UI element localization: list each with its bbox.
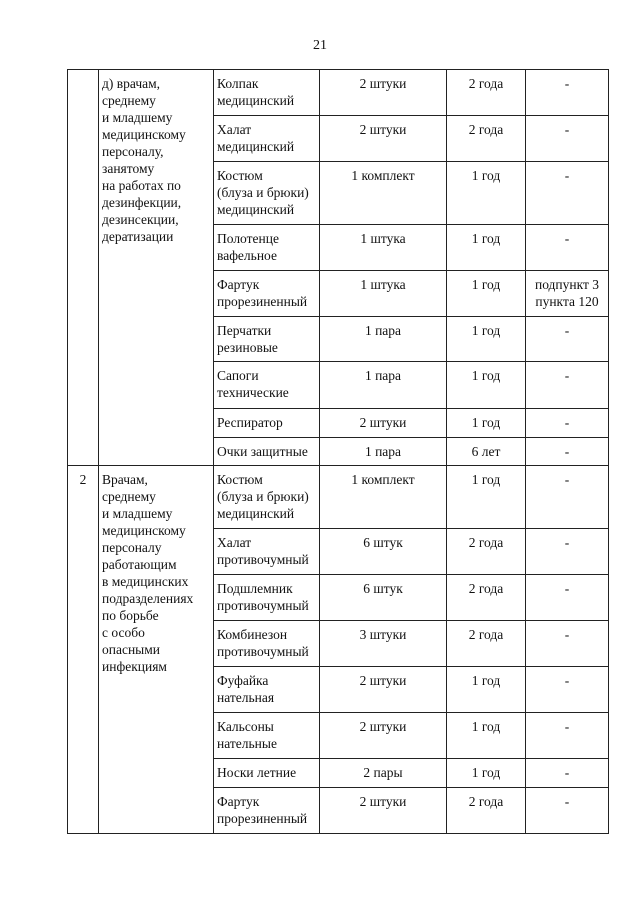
- quantity-cell: 2 штуки: [320, 116, 447, 162]
- note-cell: -: [526, 225, 609, 271]
- wear-term-cell: 1 год: [447, 713, 526, 759]
- note-cell: -: [526, 466, 609, 529]
- wear-term-cell: 1 год: [447, 225, 526, 271]
- note-cell: -: [526, 438, 609, 466]
- quantity-cell: 2 штуки: [320, 788, 447, 834]
- note-cell: -: [526, 759, 609, 788]
- worker-category-cell: Врачам, среднему и младшему медицинскому персоналу работающим в медицинских подразделениях по борьбе с особо опасными инфекциям: [99, 466, 214, 834]
- table-row: [68, 466, 609, 529]
- row-number-cell: [68, 70, 99, 466]
- note-cell: -: [526, 317, 609, 362]
- wear-term-cell: 2 года: [447, 70, 526, 116]
- note-cell: -: [526, 116, 609, 162]
- note-cell: -: [526, 529, 609, 575]
- wear-term-cell: 2 года: [447, 621, 526, 667]
- wear-term-cell: 1 год: [447, 466, 526, 529]
- wear-term-cell: 6 лет: [447, 438, 526, 466]
- quantity-cell: 1 штука: [320, 271, 447, 317]
- item-name-cell: Фуфайка нательная: [214, 667, 320, 713]
- item-name-cell: Респиратор: [214, 409, 320, 438]
- item-name-cell: Костюм (блуза и брюки) медицинский: [214, 466, 320, 529]
- item-name-cell: Подшлемник противочумный: [214, 575, 320, 621]
- note-cell: -: [526, 409, 609, 438]
- item-name-cell: Очки защитные: [214, 438, 320, 466]
- row-number-cell: 2: [68, 466, 99, 834]
- wear-term-cell: 1 год: [447, 759, 526, 788]
- quantity-cell: 1 пара: [320, 362, 447, 409]
- quantity-cell: 6 штук: [320, 529, 447, 575]
- note-cell: -: [526, 575, 609, 621]
- wear-term-cell: 2 года: [447, 788, 526, 834]
- quantity-cell: 6 штук: [320, 575, 447, 621]
- wear-term-cell: 1 год: [447, 317, 526, 362]
- item-name-cell: Кальсоны нательные: [214, 713, 320, 759]
- item-name-cell: Носки летние: [214, 759, 320, 788]
- item-name-cell: Халат противочумный: [214, 529, 320, 575]
- page-number: 21: [313, 38, 327, 53]
- item-name-cell: Костюм (блуза и брюки) медицинский: [214, 162, 320, 225]
- item-name-cell: Фартук прорезиненный: [214, 788, 320, 834]
- quantity-cell: 1 комплект: [320, 466, 447, 529]
- wear-term-cell: 2 года: [447, 116, 526, 162]
- quantity-cell: 1 пара: [320, 317, 447, 362]
- quantity-cell: 2 пары: [320, 759, 447, 788]
- item-name-cell: Колпак медицинский: [214, 70, 320, 116]
- wear-term-cell: 1 год: [447, 271, 526, 317]
- item-name-cell: Халат медицинский: [214, 116, 320, 162]
- quantity-cell: 2 штуки: [320, 409, 447, 438]
- item-name-cell: Сапоги технические: [214, 362, 320, 409]
- wear-term-cell: 2 года: [447, 575, 526, 621]
- wear-term-cell: 1 год: [447, 162, 526, 225]
- note-cell: -: [526, 162, 609, 225]
- quantity-cell: 1 пара: [320, 438, 447, 466]
- quantity-cell: 1 штука: [320, 225, 447, 271]
- note-cell: -: [526, 788, 609, 834]
- note-cell: -: [526, 713, 609, 759]
- note-cell: -: [526, 70, 609, 116]
- item-name-cell: Перчатки резиновые: [214, 317, 320, 362]
- wear-term-cell: 1 год: [447, 362, 526, 409]
- worker-category-cell: д) врачам, среднему и младшему медицинскому персоналу, занятому на работах по дезинфекции, дезинсекции, дератизации: [99, 70, 214, 466]
- quantity-cell: 2 штуки: [320, 713, 447, 759]
- protective-clothing-table: [67, 69, 609, 834]
- note-cell: -: [526, 621, 609, 667]
- quantity-cell: 2 штуки: [320, 70, 447, 116]
- quantity-cell: 3 штуки: [320, 621, 447, 667]
- wear-term-cell: 2 года: [447, 529, 526, 575]
- item-name-cell: Полотенце вафельное: [214, 225, 320, 271]
- wear-term-cell: 1 год: [447, 409, 526, 438]
- item-name-cell: Фартук прорезиненный: [214, 271, 320, 317]
- note-cell: -: [526, 667, 609, 713]
- item-name-cell: Комбинезон противочумный: [214, 621, 320, 667]
- wear-term-cell: 1 год: [447, 667, 526, 713]
- table-row: [68, 70, 609, 116]
- note-cell: подпункт 3 пункта 120: [526, 271, 609, 317]
- note-cell: -: [526, 362, 609, 409]
- quantity-cell: 1 комплект: [320, 162, 447, 225]
- quantity-cell: 2 штуки: [320, 667, 447, 713]
